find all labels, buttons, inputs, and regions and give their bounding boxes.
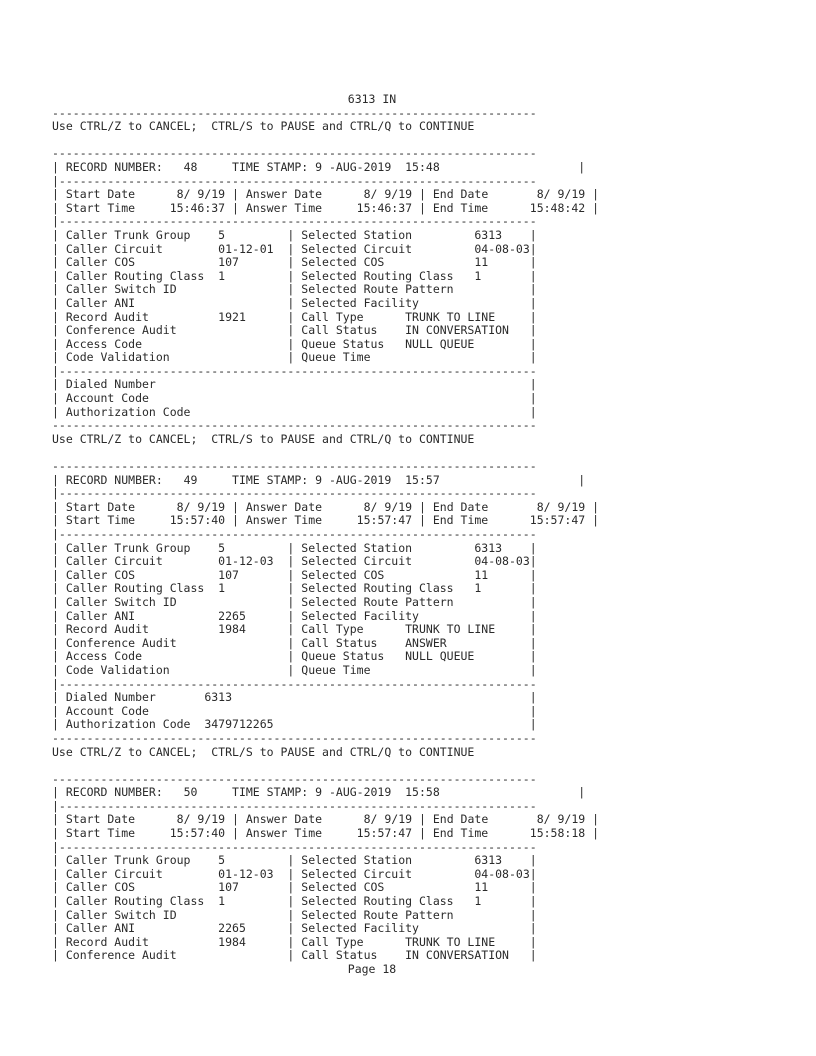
dialed-number: 6313: [204, 690, 233, 705]
time-stamp: 9 -AUG-2019 15:58: [315, 785, 440, 800]
caller-ani: 2265: [218, 608, 246, 623]
caller-routing-class-row: | Caller Routing Class 1 | Selected Routing Class 1 |: [52, 894, 537, 909]
rule: |---------------------------------------------------------------------: [52, 527, 537, 541]
record-top-rule: ----------------------------------------------------------------------: [52, 146, 537, 161]
code-validation-row: | Code Validation | Queue Time |: [52, 350, 537, 365]
record-audit-row: | Record Audit 1921 | Call Type TRUNK TO LINE |: [52, 309, 537, 324]
account-code-row: | Account Code |: [52, 391, 537, 406]
start-time: 15:57:40: [169, 513, 226, 528]
selected-routing-class: 1: [474, 581, 482, 596]
start-date: 8/ 9/19: [176, 187, 226, 202]
start-date-row: | Start Date 8/ 9/19 | Answer Date 8/ 9/19 | End Date 8/ 9/19 |: [52, 812, 600, 827]
caller-switch-id-row: | Caller Switch ID | Selected Route Pattern |: [52, 282, 537, 297]
rule: |---------------------------------------------------------------------: [52, 214, 537, 229]
instructions-line: [52, 433, 752, 447]
authorization-code: 3479712265: [204, 717, 274, 732]
rule: |---------------------------------------------------------------------: [52, 486, 537, 501]
caller-routing-class-row: | Caller Routing Class 1 | Selected Routing Class 1 |: [52, 268, 537, 283]
instructions-text: Use CTRL/Z to CANCEL; CTRL/S to PAUSE and CTRL/Q to CONTINUE: [52, 744, 475, 759]
answer-date: 8/ 9/19: [363, 499, 413, 514]
code-validation-row: | Code Validation | Queue Time |: [52, 662, 537, 677]
selected-routing-class: 1: [474, 894, 482, 909]
page-footer: [52, 963, 692, 977]
time-stamp: 9 -AUG-2019 15:48: [315, 159, 440, 174]
access-code-row: | Access Code | Queue Status NULL QUEUE |: [52, 649, 537, 664]
selected-cos: 11: [474, 880, 489, 895]
answer-date: 8/ 9/19: [363, 812, 413, 827]
selected-cos: 11: [474, 255, 489, 270]
selected-station: 6313: [474, 540, 503, 555]
start-time: 15:46:37: [169, 200, 226, 215]
rule: |---------------------------------------------------------------------: [52, 173, 537, 188]
account-code-row: | Account Code |: [52, 703, 537, 718]
caller-trunk-group-row: | Caller Trunk Group 5 | Selected Station 6313 |: [52, 540, 537, 555]
caller-ani-row: | Caller ANI 2265 | Selected Facility |: [52, 921, 537, 936]
start-time-row: | Start Time 15:57:40 | Answer Time 15:57:47 | End Time 15:58:18 |: [52, 826, 600, 841]
record-top-rule: ----------------------------------------------------------------------: [52, 459, 537, 474]
caller-circuit: 01-12-03: [218, 866, 274, 881]
page-title-text: 6313 IN: [347, 92, 397, 106]
start-time: 15:57:40: [169, 826, 226, 841]
record-number: 48: [183, 159, 198, 174]
selected-cos: 11: [474, 567, 489, 582]
record-number-row: | RECORD NUMBER: 50 TIME STAMP: 9 -AUG-2019 15:58 |: [52, 785, 586, 800]
authorization-code-row: | Authorization Code |: [52, 404, 537, 419]
caller-cos-row: | Caller COS 107 | Selected COS 11 |: [52, 567, 537, 582]
call-status: IN CONVERSATION: [405, 323, 509, 338]
caller-trunk-group: 5: [218, 227, 226, 242]
call-status: ANSWER: [405, 635, 447, 650]
start-date-row: | Start Date 8/ 9/19 | Answer Date 8/ 9/19 | End Date 8/ 9/19 |: [52, 499, 600, 514]
queue-status: NULL QUEUE: [405, 649, 475, 664]
dialed-number-row: | Dialed Number 6313 |: [52, 690, 537, 705]
rule: |---------------------------------------------------------------------: [52, 798, 537, 813]
start-time-row: | Start Time 15:57:40 | Answer Time 15:57:47 | End Time 15:57:47 |: [52, 513, 600, 528]
access-code-row: | Access Code | Queue Status NULL QUEUE |: [52, 336, 537, 351]
page-number: Page 18: [347, 962, 397, 976]
caller-trunk-group-row: | Caller Trunk Group 5 | Selected Station 6313 |: [52, 853, 537, 868]
call-record-printout: [52, 93, 752, 977]
start-date: 8/ 9/19: [176, 499, 226, 514]
end-time: 15:48:42: [529, 200, 586, 215]
answer-time: 15:57:47: [356, 513, 413, 528]
instructions-text: Use CTRL/Z to CANCEL; CTRL/S to PAUSE and CTRL/Q to CONTINUE: [52, 119, 475, 134]
caller-circuit: 01-12-01: [218, 241, 274, 256]
answer-date: 8/ 9/19: [363, 187, 413, 202]
call-status: IN CONVERSATION: [405, 948, 509, 963]
caller-cos: 107: [218, 567, 239, 582]
record-top-rule: ----------------------------------------------------------------------: [52, 771, 537, 786]
selected-circuit: 04-08-03: [474, 241, 530, 256]
end-date: 8/ 9/19: [536, 499, 586, 514]
caller-cos-row: | Caller COS 107 | Selected COS 11 |: [52, 880, 537, 895]
selected-station: 6313: [474, 853, 503, 868]
rule: |---------------------------------------------------------------------: [52, 676, 537, 691]
record-number-row: | RECORD NUMBER: 49 TIME STAMP: 9 -AUG-2019 15:57 |: [52, 472, 586, 487]
selected-circuit: 04-08-03: [474, 866, 530, 881]
record-audit: 1984: [218, 622, 246, 637]
record-number-row: | RECORD NUMBER: 48 TIME STAMP: 9 -AUG-2019 15:48 |: [52, 159, 586, 174]
caller-cos-row: | Caller COS 107 | Selected COS 11 |: [52, 255, 537, 270]
caller-ani: 2265: [218, 921, 246, 936]
caller-cos: 107: [218, 880, 239, 895]
selected-circuit: 04-08-03: [474, 554, 530, 569]
record-bottom-rule: ----------------------------------------------------------------------: [52, 418, 537, 433]
call-type: TRUNK TO LINE: [405, 309, 496, 324]
caller-ani-row: | Caller ANI | Selected Facility |: [52, 295, 537, 310]
header-rule: ----------------------------------------------------------------------: [52, 105, 537, 120]
caller-cos: 107: [218, 255, 239, 270]
rule: |---------------------------------------------------------------------: [52, 363, 537, 378]
spacer: [52, 759, 752, 773]
record-bottom-rule: ----------------------------------------------------------------------: [52, 730, 537, 745]
authorization-code-row: | Authorization Code 3479712265 |: [52, 717, 537, 732]
time-stamp: 9 -AUG-2019 15:57: [315, 472, 440, 487]
selected-station: 6313: [474, 227, 503, 242]
caller-circuit: 01-12-03: [218, 554, 274, 569]
record-number: 50: [183, 785, 198, 800]
end-time: 15:58:18: [529, 826, 586, 841]
conference-audit-row: | Conference Audit | Call Status IN CONVERSATION |: [52, 948, 537, 963]
start-date-row: | Start Date 8/ 9/19 | Answer Date 8/ 9/19 | End Date 8/ 9/19 |: [52, 187, 600, 202]
call-type: TRUNK TO LINE: [405, 934, 496, 949]
selected-routing-class: 1: [474, 268, 482, 283]
rule: |---------------------------------------------------------------------: [52, 839, 537, 854]
end-date: 8/ 9/19: [536, 812, 586, 827]
caller-trunk-group: 5: [218, 853, 226, 868]
answer-time: 15:57:47: [356, 826, 413, 841]
dialed-number-row: | Dialed Number |: [52, 377, 537, 392]
end-date: 8/ 9/19: [536, 187, 586, 202]
caller-trunk-group: 5: [218, 540, 226, 555]
record-audit: 1984: [218, 934, 246, 949]
caller-circuit-row: | Caller Circuit 01-12-01 | Selected Circuit 04-08-03|: [52, 241, 537, 256]
caller-ani-row: | Caller ANI 2265 | Selected Facility |: [52, 608, 537, 623]
queue-status: NULL QUEUE: [405, 336, 475, 351]
instructions-line: [52, 120, 752, 134]
instructions-line: [52, 746, 752, 760]
caller-routing-class: 1: [218, 268, 226, 283]
conference-audit-row: | Conference Audit | Call Status ANSWER |: [52, 635, 537, 650]
record-audit-row: | Record Audit 1984 | Call Type TRUNK TO LINE |: [52, 934, 537, 949]
end-time: 15:57:47: [529, 513, 586, 528]
start-date: 8/ 9/19: [176, 812, 226, 827]
caller-circuit-row: | Caller Circuit 01-12-03 | Selected Circuit 04-08-03|: [52, 554, 537, 569]
page-title: [52, 93, 692, 107]
spacer: [52, 134, 752, 148]
caller-switch-id-row: | Caller Switch ID | Selected Route Pattern |: [52, 907, 537, 922]
caller-routing-class: 1: [218, 894, 226, 909]
call-type: TRUNK TO LINE: [405, 622, 496, 637]
caller-trunk-group-row: | Caller Trunk Group 5 | Selected Station 6313 |: [52, 227, 537, 242]
start-time-row: | Start Time 15:46:37 | Answer Time 15:46:37 | End Time 15:48:42 |: [52, 200, 600, 215]
caller-routing-class: 1: [218, 581, 226, 596]
conference-audit-row: | Conference Audit | Call Status IN CONVERSATION |: [52, 323, 537, 338]
instructions-text: Use CTRL/Z to CANCEL; CTRL/S to PAUSE and CTRL/Q to CONTINUE: [52, 431, 475, 446]
caller-circuit-row: | Caller Circuit 01-12-03 | Selected Circuit 04-08-03|: [52, 866, 537, 881]
record-number: 49: [183, 472, 198, 487]
record-audit-row: | Record Audit 1984 | Call Type TRUNK TO LINE |: [52, 622, 537, 637]
record-audit: 1921: [218, 309, 246, 324]
spacer: [52, 446, 752, 460]
caller-routing-class-row: | Caller Routing Class 1 | Selected Routing Class 1 |: [52, 581, 537, 596]
answer-time: 15:46:37: [356, 200, 413, 215]
caller-switch-id-row: | Caller Switch ID | Selected Route Pattern |: [52, 594, 537, 609]
